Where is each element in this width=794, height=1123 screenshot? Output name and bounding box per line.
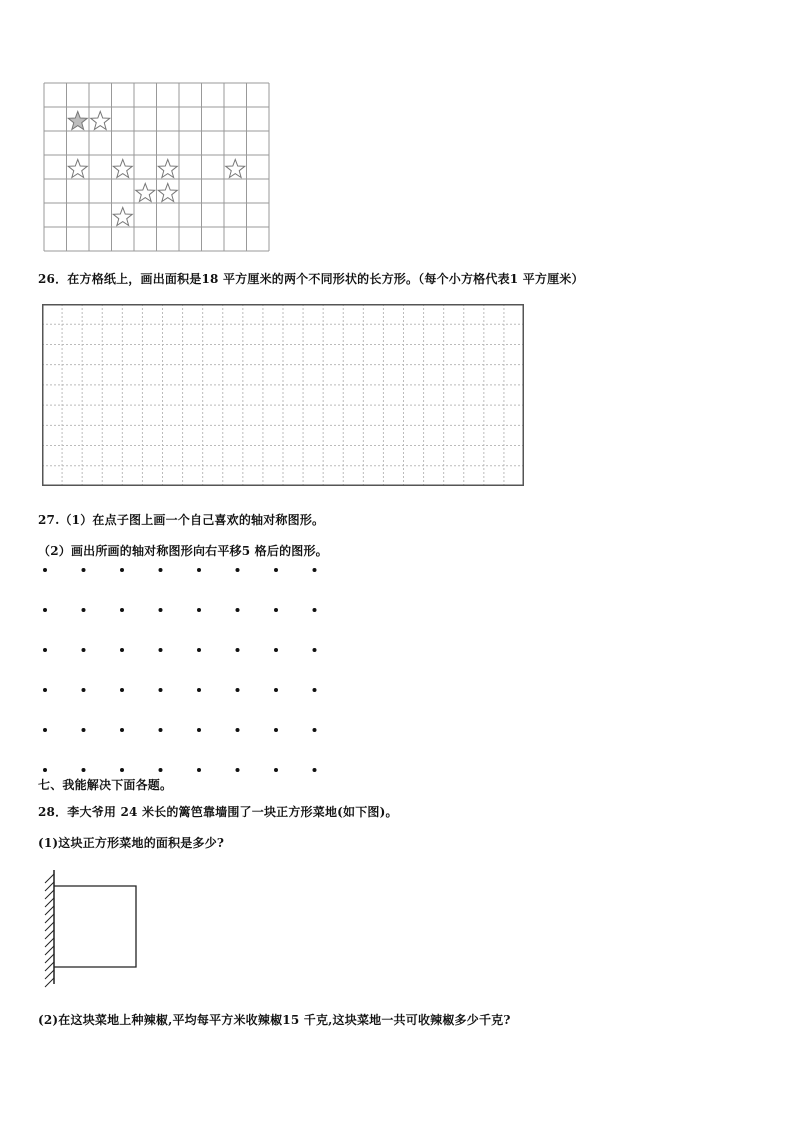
dot [274, 608, 278, 612]
section-7-heading: 七、我能解决下面各题。 [38, 778, 173, 792]
star-icon [68, 159, 87, 177]
dot [159, 568, 163, 572]
dot [82, 648, 86, 652]
dot [236, 688, 240, 692]
dot [197, 728, 201, 732]
dot [43, 728, 47, 732]
dot [82, 768, 86, 772]
dot [274, 728, 278, 732]
dot [313, 688, 317, 692]
star-icon [113, 159, 132, 177]
garden-fence [54, 886, 136, 967]
dot [82, 568, 86, 572]
star-icon [68, 111, 87, 129]
dot-paper [30, 560, 340, 780]
dot [120, 768, 124, 772]
star-icon [91, 111, 110, 129]
dot [120, 688, 124, 692]
dot [236, 728, 240, 732]
dot [197, 648, 201, 652]
dot [43, 768, 47, 772]
question-28-sub2: (2)在这块菜地上种辣椒,平均每平方米收辣椒15 千克,这块菜地一共可收辣椒多少千克? [38, 1013, 511, 1027]
dot [82, 688, 86, 692]
dot [313, 768, 317, 772]
dot [197, 608, 201, 612]
dot [236, 768, 240, 772]
dot [313, 608, 317, 612]
dot [159, 608, 163, 612]
star-icon [158, 183, 177, 201]
star-icon [113, 207, 132, 225]
question-27-part1: 27.（1）在点子图上画一个自己喜欢的轴对称图形。 [38, 513, 325, 527]
question-26-text: 26．在方格纸上，画出面积是18 平方厘米的两个不同形状的长方形。（每个小方格代表1 平方厘米） [38, 272, 584, 286]
question-28-text: 28．李大爷用 24 米长的篱笆靠墙围了一块正方形菜地(如下图)。 [38, 805, 398, 819]
dot [313, 648, 317, 652]
dot [197, 568, 201, 572]
star-icon [158, 159, 177, 177]
dot [313, 728, 317, 732]
star-icon [226, 159, 245, 177]
dot [197, 768, 201, 772]
dot [120, 728, 124, 732]
dot [236, 648, 240, 652]
dot [274, 648, 278, 652]
dot [236, 608, 240, 612]
dot [236, 568, 240, 572]
dot [120, 608, 124, 612]
dot [120, 568, 124, 572]
dot [43, 648, 47, 652]
grid-frame [43, 305, 524, 486]
dot [82, 728, 86, 732]
wall-hatching [45, 874, 54, 987]
grid-paper [42, 304, 524, 486]
question-27-part2: （2）画出所画的轴对称图形向右平移5 格后的图形。 [38, 544, 328, 558]
dot [197, 688, 201, 692]
dot [274, 568, 278, 572]
dot [274, 688, 278, 692]
dot [159, 688, 163, 692]
dot [43, 608, 47, 612]
question-28-sub1: (1)这块正方形菜地的面积是多少? [38, 836, 225, 850]
dot [159, 768, 163, 772]
dot [159, 728, 163, 732]
dot [43, 568, 47, 572]
star-grid-figure [44, 83, 272, 255]
star-icon [136, 183, 155, 201]
dot [82, 608, 86, 612]
dot [159, 648, 163, 652]
dot [274, 768, 278, 772]
dot [120, 648, 124, 652]
garden-figure [38, 868, 148, 988]
dot [313, 568, 317, 572]
dot [43, 688, 47, 692]
